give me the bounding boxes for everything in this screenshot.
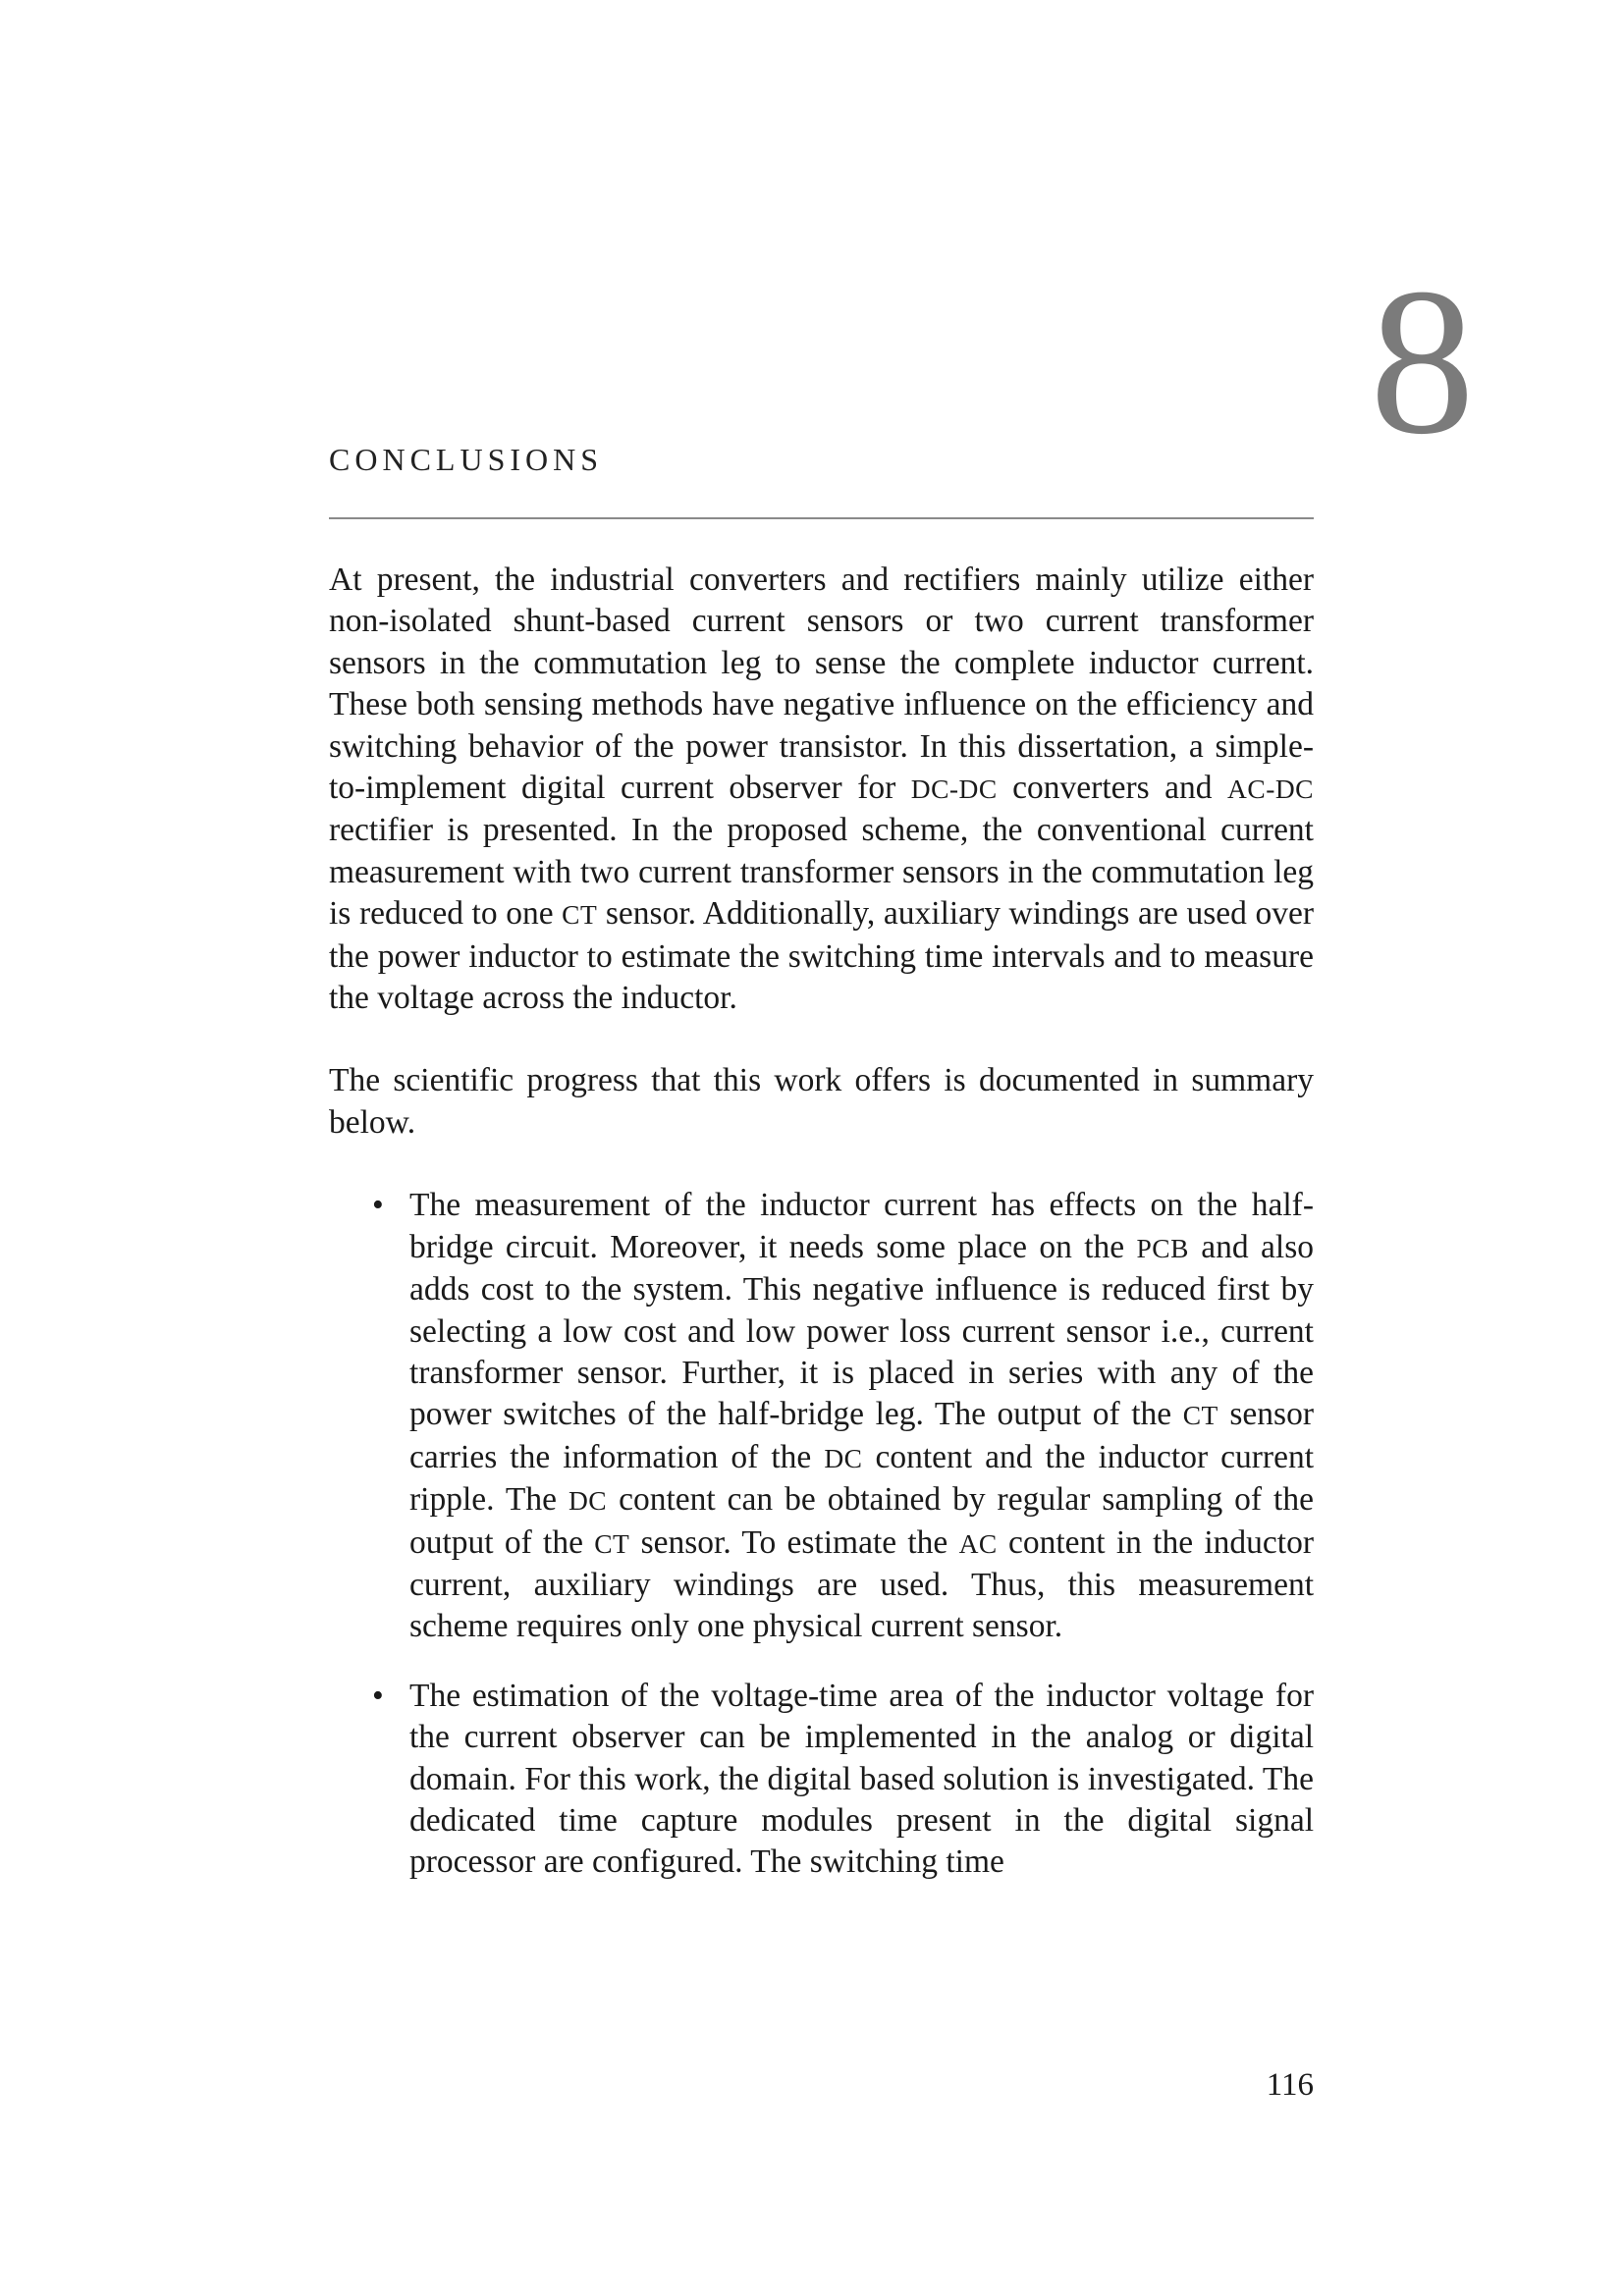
- chapter-title: CONCLUSIONS: [329, 442, 604, 477]
- abbrev-pcb: PCB: [1136, 1233, 1189, 1263]
- chapter-body: [329, 560, 1314, 1911]
- bullet-icon: •: [372, 1187, 384, 1224]
- bullet-icon: •: [372, 1677, 384, 1714]
- list-item: • The measurement of the inductor current has effects on the half-bridge circuit. Moreover, it needs some place on the PCB and also adds cost to the system. This negative influence is reduced first by selecting a low cost and low power loss current sensor i.e., current transformer sensor. Further, it is placed in series with any of the power switches of the half-bridge leg. The output of the CT sensor carries the information of the DC content and the inductor current ripple. The DC content can be obtained by regular sampling of the output of the CT sensor. To estimate the AC content in the inductor current, auxiliary windings are used. Thus, this measurement scheme requires only one physical current sensor.: [372, 1187, 1314, 1645]
- chapter-number: 8: [1370, 245, 1475, 478]
- abbrev-ac-dc: AC-DC: [1227, 774, 1314, 805]
- abbrev-dc: DC: [568, 1486, 608, 1517]
- abbrev-ct: CT: [1182, 1401, 1218, 1431]
- paragraph-summary-intro: The scientific progress that this work offers is documented in summary below.: [329, 1062, 1314, 1141]
- abbrev-dc-dc: DC-DC: [910, 774, 998, 805]
- abbrev-dc: DC: [824, 1443, 863, 1473]
- abbrev-ct: CT: [562, 900, 598, 931]
- title-divider: [329, 517, 1314, 519]
- abbrev-ct: CT: [594, 1528, 630, 1559]
- page-number: 116: [1266, 2067, 1314, 2103]
- contributions-list: [329, 1185, 1314, 1884]
- list-item: • The estimation of the voltage-time area of the inductor voltage for the current observer can be implemented in the analog or digital domain. For this work, the digital based solution is investigated. The dedicated time capture modules present in the digital signal processor are configured. The switching time: [372, 1677, 1314, 1881]
- abbrev-ac: AC: [958, 1528, 998, 1559]
- paragraph-intro: At present, the industrial converters and rectifiers mainly utilize either non-isolated shunt-based current sensors or two current transformer sensors in the commutation leg to sense the complete inductor current. These both sensing methods have negative influence on the efficiency and switching behavior of the power transistor. In this dissertation, a simple-to-implement digital current observer for DC-DC converters and AC-DC rectifier is presented. In the proposed scheme, the conventional current measurement with two current transformer sensors in the commutation leg is reduced to one CT sensor. Additionally, auxiliary windings are used over the power inductor to estimate the switching time intervals and to measure the voltage across the inductor.: [329, 561, 1314, 1017]
